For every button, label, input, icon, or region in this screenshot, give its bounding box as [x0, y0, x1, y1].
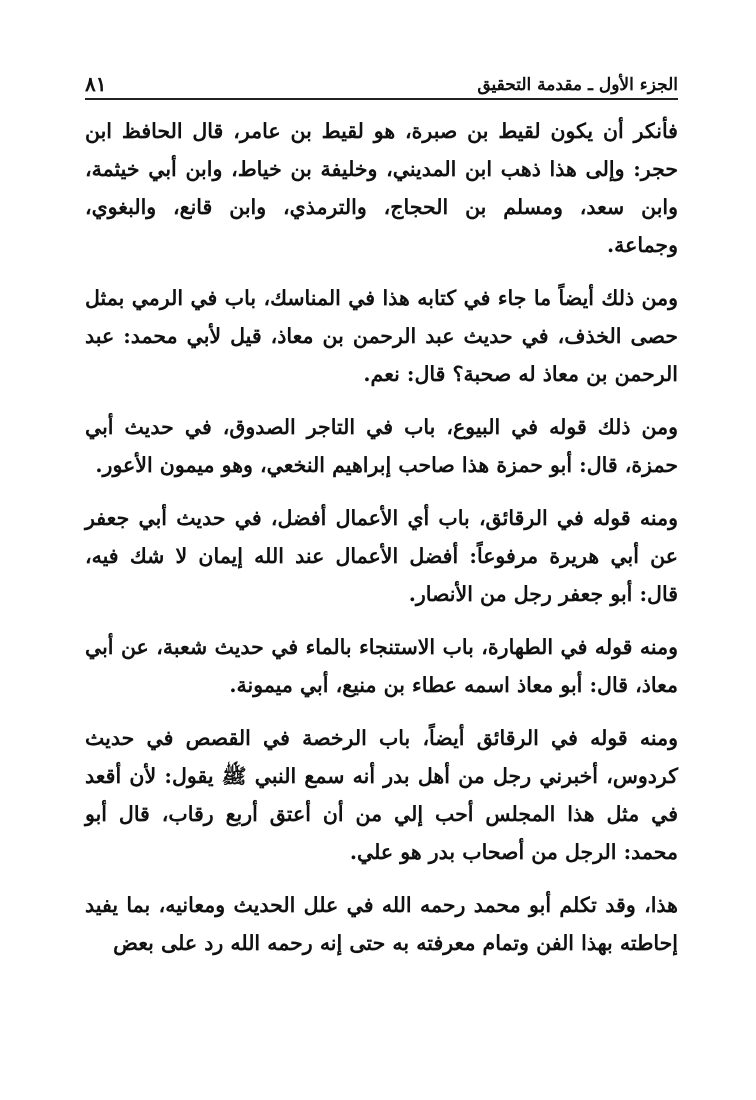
paragraph: ومن ذلك قوله في البيوع، باب في التاجر الصدوق، في حديث أبي حمزة، قال: أبو حمزة هذا صاحب إبراهيم النخعي، وهو ميمون الأعور.: [85, 415, 678, 477]
paragraph: فأنكر أن يكون لقيط بن صبرة، هو لقيط بن عامر، قال الحافظ ابن حجر: وإلى هذا ذهب ابن المديني، وخليفة بن خياط، وابن أبي خيثمة، وابن سعد، ومسلم بن الحجاج، والترمذي، وابن قانع، والبغوي، وجماعة.: [85, 119, 678, 257]
document-page: [85, 60, 678, 1060]
paragraph: ومنه قوله في الطهارة، باب الاستنجاء بالماء في حديث شعبة، عن أبي معاذ، قال: أبو معاذ اسمه عطاء بن منيع، أبي ميمونة.: [85, 635, 678, 697]
paragraph: ومن ذلك أيضاً ما جاء في كتابه هذا في المناسك، باب في الرمي بمثل حصى الخذف، في حديث عبد الرحمن بن معاذ، قيل لأبي محمد: عبد الرحمن بن معاذ له صحبة؟ قال: نعم.: [85, 286, 678, 386]
page-body: [85, 112, 678, 962]
page-number: ٨١: [85, 72, 107, 96]
paragraph: ومنه قوله في الرقائق أيضاً، باب الرخصة في القصص في حديث كردوس، أخبرني رجل من أهل بدر أنه سمع النبي ﷺ يقول: لأن أقعد في مثل هذا المجلس أحب إلي من أن أعتق أربع رقاب، قال أبو محمد: الرجل من أصحاب بدر هو علي.: [85, 726, 678, 864]
paragraph: هذا، وقد تكلم أبو محمد رحمه الله في علل الحديث ومعانيه، بما يفيد إحاطته بهذا الفن وتمام معرفته به حتى إنه رحمه الله رد على بعض: [85, 893, 678, 955]
page-header: [85, 60, 678, 100]
running-head: الجزء الأول ـ مقدمة التحقيق: [477, 75, 678, 95]
paragraph: ومنه قوله في الرقائق، باب أي الأعمال أفضل، في حديث أبي جعفر عن أبي هريرة مرفوعاً: أفضل الأعمال عند الله إيمان لا شك فيه، قال: أبو جعفر رجل من الأنصار.: [85, 506, 678, 606]
